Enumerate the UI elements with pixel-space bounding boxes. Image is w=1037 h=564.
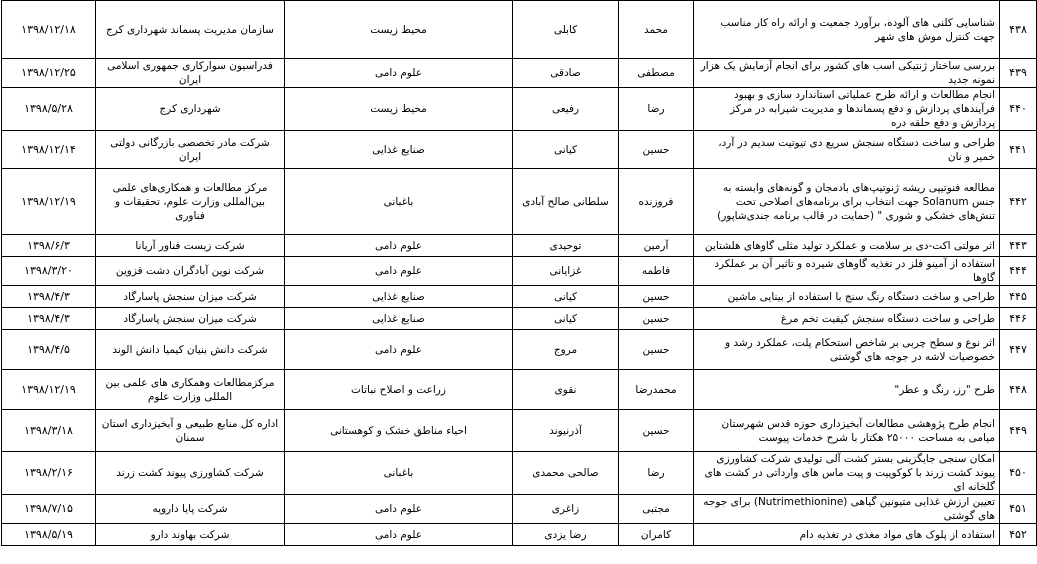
- row-number-cell: ۴۴۸: [1000, 370, 1037, 410]
- contract-date-cell: ۱۳۹۸/۱۲/۱۴: [2, 131, 96, 169]
- last-name-cell: رفیعی: [513, 88, 619, 131]
- table-row: [2, 495, 1037, 524]
- field-cell: باغبانی: [285, 169, 513, 235]
- last-name-cell: کابلی: [513, 1, 619, 59]
- table-row: [2, 88, 1037, 131]
- row-number-cell: ۴۴۹: [1000, 410, 1037, 452]
- first-name-cell: حسین: [619, 410, 694, 452]
- last-name-cell: صادقی: [513, 59, 619, 88]
- row-number-cell: ۴۳۸: [1000, 1, 1037, 59]
- project-title-cell: اثر مولتی اکت-دی بر سلامت و عملکرد تولید مثلی گاوهای هلشتاین: [694, 235, 1000, 257]
- row-number-cell: ۴۴۳: [1000, 235, 1037, 257]
- field-cell: احیاء مناطق خشک و کوهستانی: [285, 410, 513, 452]
- project-title-cell: طرح "رز، رنگ و عطر": [694, 370, 1000, 410]
- contract-date-cell: ۱۳۹۸/۵/۱۹: [2, 524, 96, 546]
- project-title-cell: اثر نوع و سطح چربی بر شاخص استحکام پلت، عملکرد رشد و خصوصیات لاشه در جوجه های گوشتی: [694, 330, 1000, 370]
- project-title-cell: استفاده از پلوک های مواد مغذی در تغذیه دام: [694, 524, 1000, 546]
- contract-date-cell: ۱۳۹۸/۱۲/۲۵: [2, 59, 96, 88]
- first-name-cell: کامران: [619, 524, 694, 546]
- field-cell: صنایع غذایی: [285, 308, 513, 330]
- project-title-cell: طراحی و ساخت دستگاه سنجش کیفیت تخم مرغ: [694, 308, 1000, 330]
- table-row: [2, 169, 1037, 235]
- field-cell: زراعت و اصلاح نباتات: [285, 370, 513, 410]
- project-title-cell: بررسی ساختار ژنتیکی اسب های کشور برای انجام آزمایش یک هزار نمونه جدید: [694, 59, 1000, 88]
- project-title-cell: امکان سنجی جایگزینی بستر کشت آلی تولیدی شرکت کشاورزی پیوند کشت زرند با کوکوپیت و پیت ماس های وارداتی در کشت های گلخانه ای: [694, 452, 1000, 495]
- contract-date-cell: ۱۳۹۸/۵/۲۸: [2, 88, 96, 131]
- first-name-cell: فاطمه: [619, 257, 694, 286]
- contract-date-cell: ۱۳۹۸/۴/۳: [2, 286, 96, 308]
- row-number-cell: ۴۴۰: [1000, 88, 1037, 131]
- field-cell: علوم دامی: [285, 59, 513, 88]
- organization-cell: اداره کل منابع طبیعی و آبخیزداری استان سمنان: [96, 410, 285, 452]
- last-name-cell: نقوی: [513, 370, 619, 410]
- row-number-cell: ۴۴۴: [1000, 257, 1037, 286]
- organization-cell: شرکت میزان سنجش پاسارگاد: [96, 308, 285, 330]
- project-title-cell: انجام مطالعات و ارائه طرح عملیاتی استاندارد سازی و بهبود فرآیندهای پردازش و دفع پسماندها و مدیریت شیرابه در مرکز پردازش و دفع حلقه دره: [694, 88, 1000, 131]
- contract-date-cell: ۱۳۹۸/۶/۳: [2, 235, 96, 257]
- first-name-cell: محمدرضا: [619, 370, 694, 410]
- contract-date-cell: ۱۳۹۸/۱۲/۱۸: [2, 1, 96, 59]
- organization-cell: شرکت بهاوند دارو: [96, 524, 285, 546]
- first-name-cell: محمد: [619, 1, 694, 59]
- row-number-cell: ۴۴۶: [1000, 308, 1037, 330]
- last-name-cell: مروج: [513, 330, 619, 370]
- first-name-cell: مصطفی: [619, 59, 694, 88]
- contract-date-cell: ۱۳۹۸/۳/۱۸: [2, 410, 96, 452]
- table-row: [2, 1, 1037, 59]
- table-row: [2, 452, 1037, 495]
- last-name-cell: کیانی: [513, 308, 619, 330]
- table-row: [2, 308, 1037, 330]
- field-cell: صنایع غذایی: [285, 131, 513, 169]
- table-row: [2, 330, 1037, 370]
- last-name-cell: صالحی محمدی: [513, 452, 619, 495]
- contract-date-cell: ۱۳۹۸/۷/۱۵: [2, 495, 96, 524]
- project-title-cell: انجام طرح پژوهشی مطالعات آبخیزداری حوزه قدس شهرستان میامی به مساحت ۲۵۰۰۰ هکتار با شرح خدمات پیوست: [694, 410, 1000, 452]
- organization-cell: شرکت میزان سنجش پاسارگاد: [96, 286, 285, 308]
- field-cell: علوم دامی: [285, 495, 513, 524]
- field-cell: علوم دامی: [285, 330, 513, 370]
- row-number-cell: ۴۳۹: [1000, 59, 1037, 88]
- contract-date-cell: ۱۳۹۸/۳/۲۰: [2, 257, 96, 286]
- first-name-cell: حسین: [619, 330, 694, 370]
- project-title-cell: طراحی و ساخت دستگاه رنگ سنج با استفاده از بینایی ماشین: [694, 286, 1000, 308]
- last-name-cell: کیانی: [513, 286, 619, 308]
- contract-date-cell: ۱۳۹۸/۲/۱۶: [2, 452, 96, 495]
- organization-cell: مرکزمطالعات وهمکاری های علمی بین المللی وزارت علوم: [96, 370, 285, 410]
- last-name-cell: آذرنیوند: [513, 410, 619, 452]
- field-cell: علوم دامی: [285, 235, 513, 257]
- field-cell: علوم دامی: [285, 524, 513, 546]
- field-cell: علوم دامی: [285, 257, 513, 286]
- field-cell: محیط زیست: [285, 1, 513, 59]
- table-row: [2, 370, 1037, 410]
- last-name-cell: زاغری: [513, 495, 619, 524]
- row-number-cell: ۴۵۲: [1000, 524, 1037, 546]
- first-name-cell: مجتبی: [619, 495, 694, 524]
- organization-cell: شرکت پایا دارویه: [96, 495, 285, 524]
- contract-date-cell: ۱۳۹۸/۴/۵: [2, 330, 96, 370]
- table-row: [2, 131, 1037, 169]
- table-row: [2, 524, 1037, 546]
- contract-date-cell: ۱۳۹۸/۱۲/۱۹: [2, 169, 96, 235]
- first-name-cell: حسین: [619, 308, 694, 330]
- table-row: [2, 235, 1037, 257]
- first-name-cell: فروزنده: [619, 169, 694, 235]
- organization-cell: شرکت نوین آبادگران دشت قزوین: [96, 257, 285, 286]
- contract-date-cell: ۱۳۹۸/۴/۳: [2, 308, 96, 330]
- field-cell: باغبانی: [285, 452, 513, 495]
- project-title-cell: طراحی و ساخت دستگاه سنجش سریع دی تیوتیت سدیم در آرد، خمیر و نان: [694, 131, 1000, 169]
- organization-cell: شرکت مادر تخصصی بازرگانی دولتی ایران: [96, 131, 285, 169]
- organization-cell: شرکت دانش بنیان کیمیا دانش الوند: [96, 330, 285, 370]
- first-name-cell: آرمین: [619, 235, 694, 257]
- first-name-cell: حسین: [619, 131, 694, 169]
- organization-cell: شرکت کشاورزی پیوند کشت زرند: [96, 452, 285, 495]
- row-number-cell: ۴۴۱: [1000, 131, 1037, 169]
- contract-date-cell: ۱۳۹۸/۱۲/۱۹: [2, 370, 96, 410]
- organization-cell: شهرداری کرج: [96, 88, 285, 131]
- last-name-cell: رضا یزدی: [513, 524, 619, 546]
- table-row: [2, 257, 1037, 286]
- row-number-cell: ۴۴۵: [1000, 286, 1037, 308]
- organization-cell: شرکت زیست فناور آریانا: [96, 235, 285, 257]
- organization-cell: سازمان مدیریت پسماند شهرداری کرج: [96, 1, 285, 59]
- table-row: [2, 286, 1037, 308]
- field-cell: صنایع غذایی: [285, 286, 513, 308]
- row-number-cell: ۴۵۱: [1000, 495, 1037, 524]
- projects-table: [1, 0, 1037, 546]
- table-row: [2, 59, 1037, 88]
- first-name-cell: حسین: [619, 286, 694, 308]
- organization-cell: مرکز مطالعات و همکاری‌های علمی بین‌المللی وزارت علوم، تحقیقات و فناوری: [96, 169, 285, 235]
- project-title-cell: مطالعه فنوتیپی ریشه ژنوتیپ‌های بادمجان و گونه‌های وابسته به جنس Solanum جهت انتخاب برای برنامه‌های اصلاحی تحت تنش‌های خشکی و شوری " (حمایت در قالب برنامه جندی‌شاپور): [694, 169, 1000, 235]
- organization-cell: فدراسیون سوارکاری جمهوری اسلامی ایران: [96, 59, 285, 88]
- table-row: [2, 410, 1037, 452]
- last-name-cell: توحیدی: [513, 235, 619, 257]
- field-cell: محیط زیست: [285, 88, 513, 131]
- row-number-cell: ۴۴۲: [1000, 169, 1037, 235]
- first-name-cell: رضا: [619, 452, 694, 495]
- first-name-cell: رضا: [619, 88, 694, 131]
- project-title-cell: استفاده از آمینو فلز در تغذیه گاوهای شیرده و تاثیر آن بر عملکرد گاوها: [694, 257, 1000, 286]
- project-title-cell: شناسایی کلنی های آلوده، برآورد جمعیت و ارائه راه کار مناسب جهت کنترل موش های شهر: [694, 1, 1000, 59]
- last-name-cell: کیانی: [513, 131, 619, 169]
- last-name-cell: سلطانی صالح آبادی: [513, 169, 619, 235]
- project-title-cell: تعیین ارزش غذایی متیونین گیاهی (Nutrimethionine) برای جوجه های گوشتی: [694, 495, 1000, 524]
- last-name-cell: غزایانی: [513, 257, 619, 286]
- row-number-cell: ۴۴۷: [1000, 330, 1037, 370]
- row-number-cell: ۴۵۰: [1000, 452, 1037, 495]
